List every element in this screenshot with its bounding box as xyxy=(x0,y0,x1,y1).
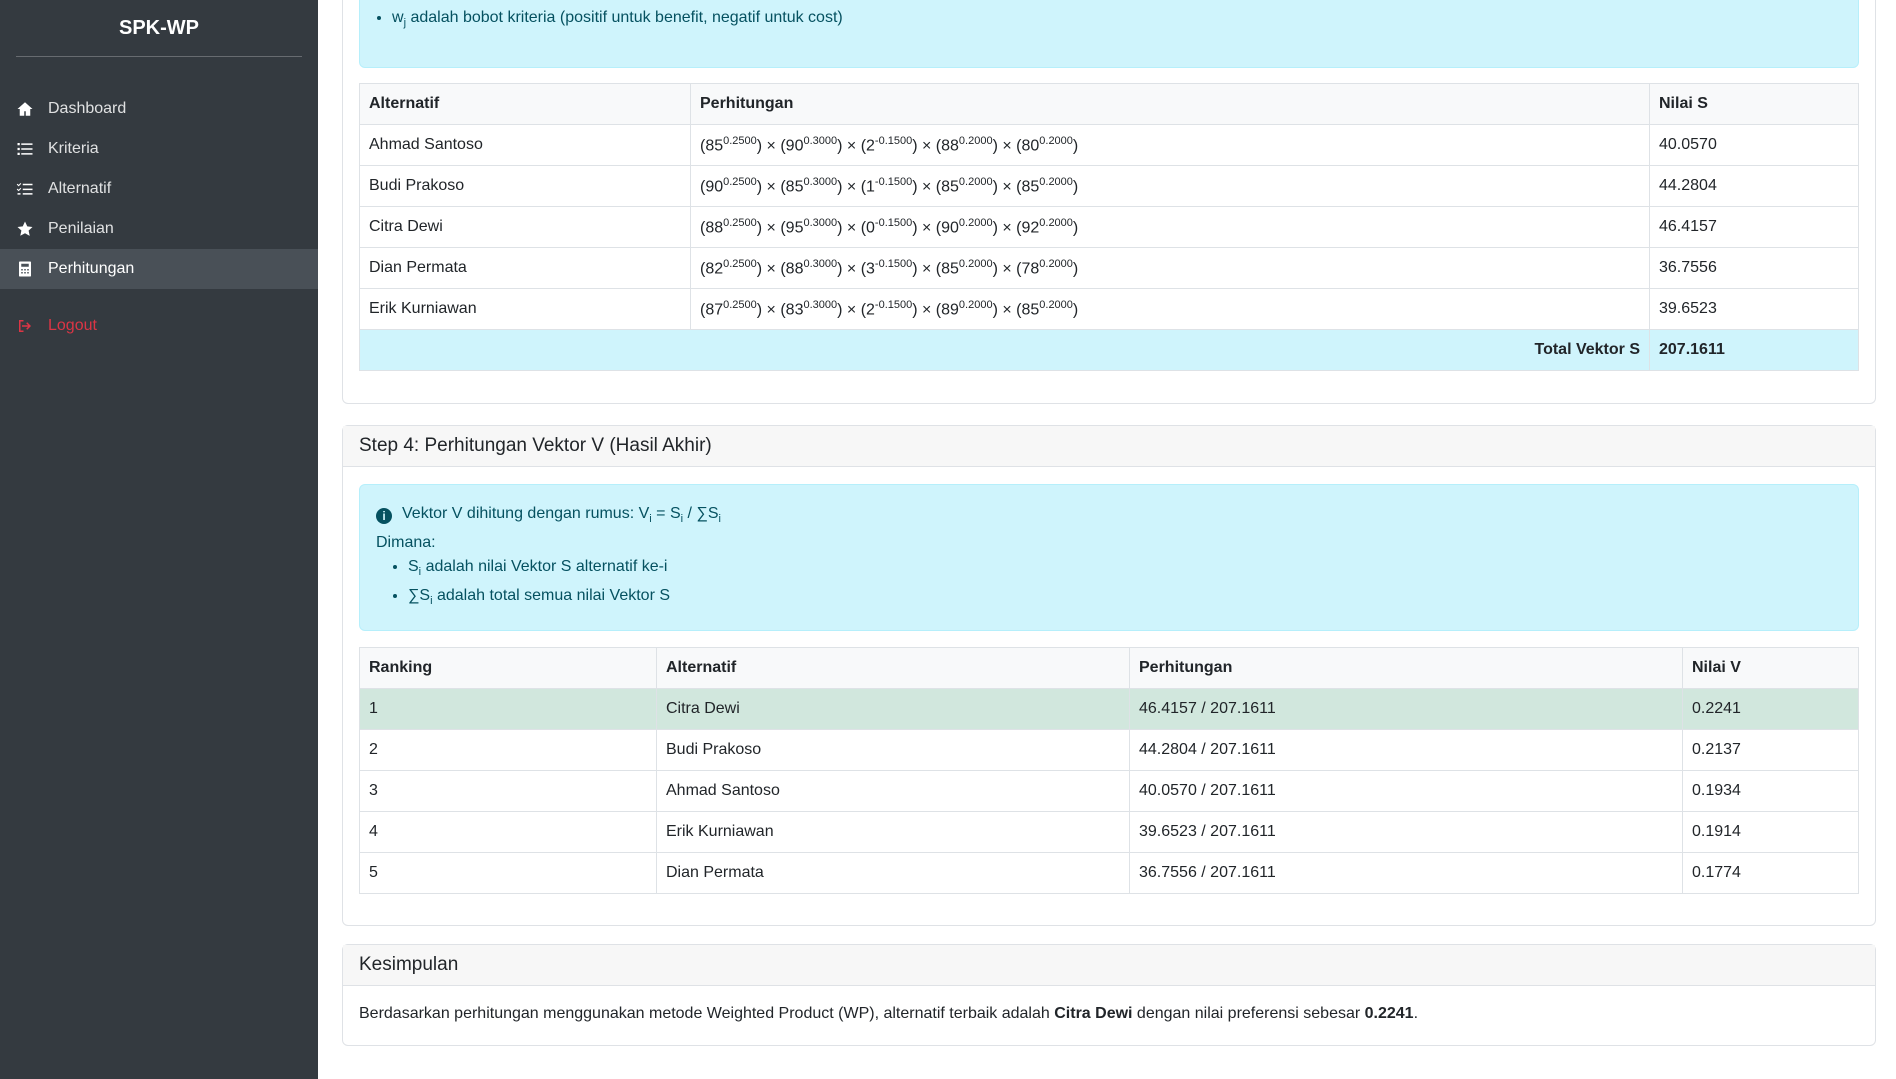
ranking-cell: 3 xyxy=(360,771,657,812)
perhitungan-cell: $(82^{0.2500}) \times (88^{0.3000}) \times (3^{-0.1500}) \times (85^{0.2000}) \times (78^{0.2000})$ xyxy=(691,248,1650,289)
step4-title: Step 4: Perhitungan Vektor V (Hasil Akhir) xyxy=(343,426,1875,467)
info-bullet-wj: • $w_j$ adalah bobot kriteria (positif untuk benefit, negatif untuk cost) xyxy=(392,6,1858,35)
term-exponent: 0.2000 xyxy=(958,298,993,311)
step4-info-content xyxy=(360,485,1858,614)
term-base: 2 xyxy=(866,301,875,319)
step4-info-alert xyxy=(359,484,1859,631)
perhitungan-cell: 40.0570 / 207.1611 xyxy=(1130,771,1683,812)
term-exponent: -0.1500 xyxy=(874,175,913,188)
term-base: 0 xyxy=(866,219,875,237)
total-label: Total Vektor S xyxy=(360,330,1650,371)
table-row xyxy=(360,207,1859,248)
term-exponent: 0.2500 xyxy=(723,257,757,270)
col-header: Nilai V xyxy=(1683,648,1859,689)
conclusion-text: Berdasarkan perhitungan menggunakan metode Weighted Product (WP), alternatif terbaik adalah Citra Dewi dengan nilai preferensi sebesar 0.2241. xyxy=(359,1005,1419,1022)
step4-card xyxy=(342,425,1876,926)
term-exponent: 0.2000 xyxy=(1039,257,1073,270)
formula-line: i Vektor V dihitung dengan rumus: $V_i = S_i / \sum S_i$ xyxy=(376,502,1842,531)
main-content xyxy=(318,0,1896,1079)
col-header: Nilai S xyxy=(1650,84,1859,125)
sidebar-item-kriteria[interactable] xyxy=(0,129,318,169)
table-row xyxy=(360,248,1859,289)
alternatif-cell: Budi Prakoso xyxy=(360,166,691,207)
term-exponent: 0.2500 xyxy=(723,175,757,188)
perhitungan-cell: 44.2804 / 207.1611 xyxy=(1130,730,1683,771)
col-header: Alternatif xyxy=(360,84,691,125)
step3-info-list xyxy=(360,0,1858,35)
term-base: 88 xyxy=(705,219,724,237)
perhitungan-cell: $(90^{0.2500}) \times (85^{0.3000}) \times (1^{-0.1500}) \times (85^{0.2000}) \times (85^{0.2000})$ xyxy=(691,166,1650,207)
dimana-label: Dimana: xyxy=(376,534,436,552)
brand-title[interactable]: SPK-WP xyxy=(16,0,302,57)
alternatif-cell: Ahmad Santoso xyxy=(360,125,691,166)
perhitungan-cell: $(85^{0.2500}) \times (90^{0.3000}) \times (2^{-0.1500}) \times (88^{0.2000}) \times (80^{0.2000})$ xyxy=(691,125,1650,166)
list-check-icon xyxy=(16,180,34,198)
col-header: Ranking xyxy=(360,648,657,689)
alternatif-cell: Erik Kurniawan xyxy=(360,289,691,330)
term-base: 1 xyxy=(866,178,875,196)
term-exponent: 0.2500 xyxy=(723,298,757,311)
calculator-icon xyxy=(16,260,34,278)
nilai-s-cell: 36.7556 xyxy=(1650,248,1859,289)
term-exponent: 0.2000 xyxy=(958,257,993,270)
term-base: 90 xyxy=(941,219,959,237)
nilai-s-cell: 40.0570 xyxy=(1650,125,1859,166)
sidebar-item-label: Perhitungan xyxy=(48,260,135,277)
term-exponent: -0.1500 xyxy=(874,298,913,311)
term-exponent: 0.2000 xyxy=(1039,175,1073,188)
term-base: 92 xyxy=(1021,219,1040,237)
term-exponent: 0.2000 xyxy=(958,216,993,229)
term-base: 3 xyxy=(866,260,875,278)
term-base: 90 xyxy=(785,137,804,155)
step3-card xyxy=(342,0,1876,404)
nilai-s-cell: 44.2804 xyxy=(1650,166,1859,207)
logout-label: Logout xyxy=(48,317,97,334)
table-row xyxy=(360,853,1859,894)
term-exponent: 0.3000 xyxy=(803,298,838,311)
sidebar-item-alternatif[interactable] xyxy=(0,169,318,209)
term-exponent: 0.3000 xyxy=(803,175,838,188)
info-icon: i xyxy=(376,508,392,524)
list-icon xyxy=(16,140,34,158)
table-row xyxy=(360,125,1859,166)
table-row xyxy=(360,166,1859,207)
info-bullet-si: • $S_i$ adalah nilai Vektor S alternatif ke-i xyxy=(408,555,1842,584)
term-base: 87 xyxy=(705,301,724,319)
term-base: 83 xyxy=(785,301,804,319)
sidebar-item-label: Penilaian xyxy=(48,220,114,237)
perhitungan-cell: 39.6523 / 207.1611 xyxy=(1130,812,1683,853)
term-exponent: 0.2000 xyxy=(958,175,993,188)
perhitungan-cell: $(88^{0.2500}) \times (95^{0.3000}) \times (0^{-0.1500}) \times (90^{0.2000}) \times (92^{0.2000})$ xyxy=(691,207,1650,248)
step3-info-alert xyxy=(359,0,1859,68)
sidebar-item-penilaian[interactable] xyxy=(0,209,318,249)
alternatif-cell: Ahmad Santoso xyxy=(657,771,1130,812)
table-row xyxy=(360,289,1859,330)
alternatif-cell: Citra Dewi xyxy=(360,207,691,248)
nilai-v-cell: 0.2137 xyxy=(1683,730,1859,771)
perhitungan-cell: $(87^{0.2500}) \times (83^{0.3000}) \times (2^{-0.1500}) \times (89^{0.2000}) \times (85^{0.2000})$ xyxy=(691,289,1650,330)
alternatif-cell: Dian Permata xyxy=(657,853,1130,894)
sidebar xyxy=(0,0,318,1079)
term-base: 90 xyxy=(705,178,724,196)
sidebar-item-perhitungan[interactable] xyxy=(0,249,318,289)
info-bullet-sum-si: • $\sum S_i$ adalah total semua nilai Vektor S xyxy=(408,584,1842,613)
nilai-v-cell: 0.1934 xyxy=(1683,771,1859,812)
term-base: 88 xyxy=(941,137,959,155)
home-icon xyxy=(16,100,34,118)
term-base: 89 xyxy=(941,301,959,319)
best-value: 0.2241 xyxy=(1364,1005,1414,1022)
table-row xyxy=(360,689,1859,730)
sidebar-item-label: Kriteria xyxy=(48,140,99,157)
nilai-s-cell: 39.6523 xyxy=(1650,289,1859,330)
term-exponent: 0.3000 xyxy=(803,257,838,270)
step4-info-list xyxy=(376,555,1842,613)
sidebar-item-label: Alternatif xyxy=(48,180,112,197)
ranking-cell: 1 xyxy=(360,689,657,730)
term-exponent: 0.3000 xyxy=(803,216,838,229)
term-base: 85 xyxy=(1021,178,1040,196)
nilai-s-cell: 46.4157 xyxy=(1650,207,1859,248)
logout-icon xyxy=(16,317,34,335)
term-base: 85 xyxy=(705,137,724,155)
nilai-v-cell: 0.1914 xyxy=(1683,812,1859,853)
term-exponent: 0.2000 xyxy=(958,134,993,147)
ranking-cell: 5 xyxy=(360,853,657,894)
total-row xyxy=(360,330,1859,371)
term-base: 80 xyxy=(1021,137,1040,155)
term-base: 88 xyxy=(785,260,804,278)
sidebar-item-label: Dashboard xyxy=(48,100,127,117)
table-row xyxy=(360,771,1859,812)
term-exponent: -0.1500 xyxy=(874,216,913,229)
term-exponent: 0.2000 xyxy=(1039,216,1073,229)
term-base: 95 xyxy=(785,219,804,237)
conclusion-card xyxy=(342,944,1876,1046)
term-base: 82 xyxy=(705,260,724,278)
alternatif-cell: Dian Permata xyxy=(360,248,691,289)
term-base: 85 xyxy=(1021,301,1040,319)
term-base: 2 xyxy=(866,137,875,155)
term-exponent: -0.1500 xyxy=(874,257,913,270)
sidebar-item-dashboard[interactable] xyxy=(0,89,318,129)
term-exponent: 0.2500 xyxy=(723,134,757,147)
vektor-s-table xyxy=(359,83,1859,371)
col-header: Alternatif xyxy=(657,648,1130,689)
term-base: 85 xyxy=(785,178,804,196)
term-base: 85 xyxy=(941,260,959,278)
alternatif-cell: Erik Kurniawan xyxy=(657,812,1130,853)
table-row xyxy=(360,730,1859,771)
perhitungan-cell: 46.4157 / 207.1611 xyxy=(1130,689,1683,730)
term-exponent: 0.2000 xyxy=(1039,134,1073,147)
logout-link[interactable] xyxy=(0,306,318,346)
star-icon xyxy=(16,220,34,238)
term-exponent: 0.3000 xyxy=(803,134,838,147)
sidebar-nav xyxy=(0,89,318,346)
nilai-v-cell: 0.2241 xyxy=(1683,689,1859,730)
best-alternative: Citra Dewi xyxy=(1054,1005,1133,1022)
table-row xyxy=(360,812,1859,853)
col-header: Perhitungan xyxy=(1130,648,1683,689)
conclusion-title: Kesimpulan xyxy=(343,945,1875,986)
vektor-v-table xyxy=(359,647,1859,894)
col-header: Perhitungan xyxy=(691,84,1650,125)
term-exponent: 0.2000 xyxy=(1039,298,1073,311)
term-base: 78 xyxy=(1021,260,1040,278)
alternatif-cell: Citra Dewi xyxy=(657,689,1130,730)
alternatif-cell: Budi Prakoso xyxy=(657,730,1130,771)
ranking-cell: 4 xyxy=(360,812,657,853)
term-base: 85 xyxy=(941,178,959,196)
term-exponent: -0.1500 xyxy=(874,134,913,147)
term-exponent: 0.2500 xyxy=(723,216,757,229)
nilai-v-cell: 0.1774 xyxy=(1683,853,1859,894)
total-value: 207.1611 xyxy=(1650,330,1859,371)
perhitungan-cell: 36.7556 / 207.1611 xyxy=(1130,853,1683,894)
ranking-cell: 2 xyxy=(360,730,657,771)
